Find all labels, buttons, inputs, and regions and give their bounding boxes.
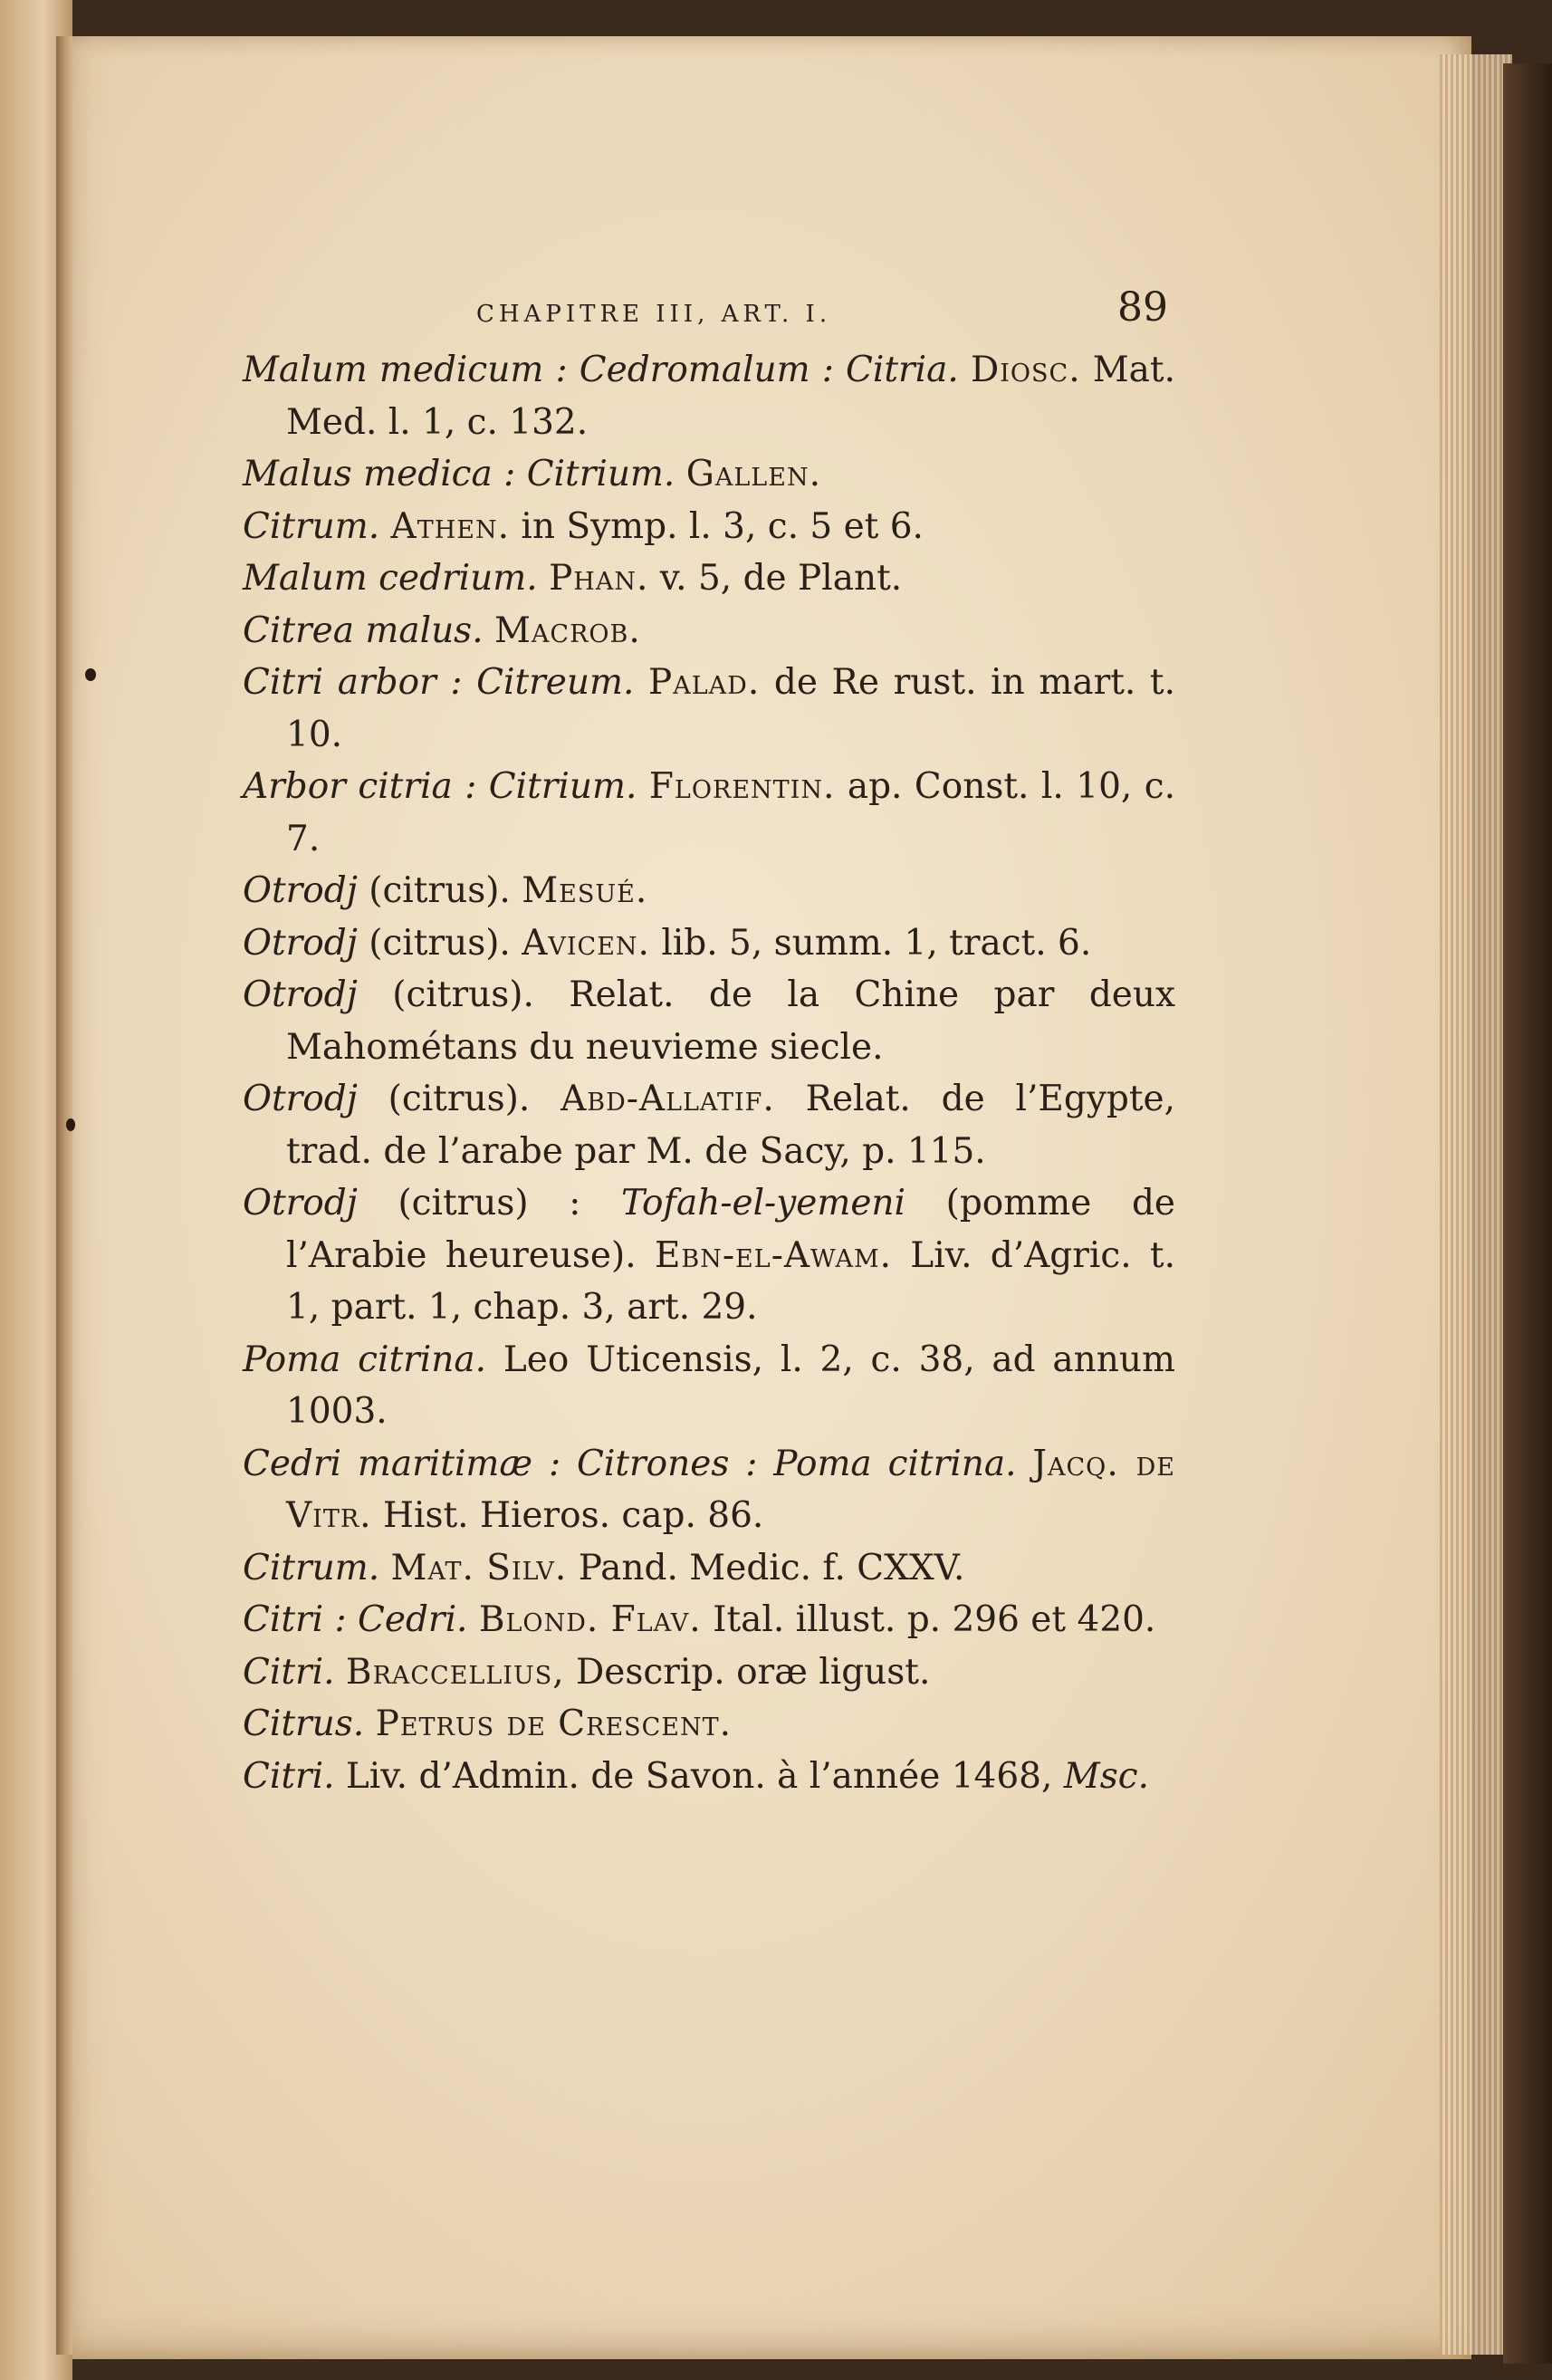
italic-term: Citri. [243, 1755, 335, 1797]
citation-text: Hist. Hieros. cap. 86. [371, 1495, 764, 1536]
citation-entry [243, 1542, 1175, 1595]
citation-text: Relat. de l’Egypte, trad. de l’arabe par M. de Sacy, p. 115. [286, 1079, 1175, 1172]
author-name: Macrob. [494, 609, 641, 651]
ink-blot [66, 1118, 75, 1131]
author-name: Abd-Allatif. [560, 1079, 775, 1119]
citation-text [959, 350, 971, 390]
citation-text: (pomme de l’Arabie heureuse). [286, 1183, 1175, 1276]
author-name: Mat. Silv. [390, 1547, 568, 1588]
citation-text: Mat. Med. l. 1, c. 132. [286, 350, 1175, 443]
citation-text: Liv. d’Admin. de Savon. à l’année 1468, [334, 1755, 1064, 1797]
author-name: Mesué. [522, 870, 648, 911]
italic-term: Otrodj [243, 922, 358, 964]
citation-text [379, 506, 390, 547]
citation-entry [243, 1646, 1175, 1699]
citation-text [335, 1652, 346, 1693]
citation-entry [243, 657, 1175, 761]
citation-text: ap. Const. l. 10, c. 7. [286, 766, 1175, 859]
author-name: Petrus de Crescent. [375, 1703, 733, 1744]
page-edges [1440, 54, 1512, 2355]
italic-term: Malus medica : Citrium. [243, 454, 675, 494]
italic-term: Otrodj [243, 870, 358, 911]
page-header [243, 284, 1175, 344]
citation-text [675, 454, 685, 494]
citation-entry [243, 1334, 1175, 1438]
italic-term: Otrodj [243, 1079, 358, 1119]
citation-text: v. 5, de Plant. [648, 558, 903, 599]
citation-entry [243, 1698, 1175, 1751]
citation-entry [243, 761, 1175, 865]
author-name: Palad. [648, 662, 761, 703]
author-name: Jacq. de Vitr. [286, 1443, 1175, 1536]
citation-text: (citrus). [357, 870, 522, 911]
author-name: Phan. [549, 558, 649, 599]
italic-term: Msc. [1063, 1755, 1149, 1797]
italic-term: Citrea malus. [243, 609, 484, 651]
citation-entry [243, 501, 1175, 553]
citation-text [364, 1703, 375, 1744]
italic-term: Otrodj [243, 974, 358, 1015]
citation-text [467, 1599, 478, 1640]
citation-entry [243, 344, 1175, 448]
italic-term: Tofah-el-yemeni [621, 1183, 905, 1224]
italic-term: Citrum. [243, 505, 380, 547]
italic-term: Malum cedrium. [243, 558, 538, 599]
italic-term: Arbor citria : Citrium. [243, 766, 637, 807]
author-name: Diosc. [970, 350, 1081, 390]
italic-term: Citri : Cedri. [243, 1599, 468, 1640]
citation-text: in Symp. l. 3, c. 5 et 6. [509, 505, 924, 547]
author-name: Athen. [390, 505, 510, 547]
citation-text: (citrus). [357, 922, 522, 964]
author-name: Florentin. [648, 766, 836, 807]
book-spine [1503, 63, 1552, 2364]
citation-entry [243, 1177, 1175, 1334]
author-name: Avicen. [522, 922, 650, 964]
author-name: Blond. Flav. [478, 1599, 702, 1640]
text-block [243, 284, 1176, 1802]
bibliography-list [243, 344, 1175, 1802]
citation-entry [243, 605, 1175, 657]
citation-text [1016, 1444, 1032, 1484]
author-name: Gallen. [685, 454, 821, 494]
citation-text: Pand. Medic. f. CXXV. [567, 1547, 965, 1588]
italic-term: Otrodj [243, 1183, 358, 1224]
citation-entry [243, 917, 1175, 970]
citation-text: Leo Uticensis, l. 2, c. 38, ad annum 1003. [286, 1339, 1176, 1432]
citation-text: Ital. illust. p. 296 et 420. [701, 1599, 1156, 1640]
citation-entry [243, 1073, 1175, 1177]
citation-text: Liv. d’Agric. t. 1, part. 1, chap. 3, art. 29. [286, 1234, 1175, 1328]
citation-entry [243, 865, 1175, 917]
citation-text: (citrus). Relat. de la Chine par deux Mahométans du neuvieme siecle. [286, 974, 1175, 1068]
citation-text: (citrus). [357, 1079, 561, 1119]
citation-entry [243, 1751, 1175, 1803]
citation-text [637, 766, 648, 807]
italic-term: Poma citrina. [243, 1339, 487, 1380]
citation-entry [243, 969, 1175, 1073]
page-number: 89 [1117, 284, 1168, 331]
citation-text: de Re rust. in mart. t. 10. [286, 662, 1175, 755]
citation-text [538, 558, 549, 599]
citation-text [484, 610, 494, 651]
citation-text: lib. 5, summ. 1, tract. 6. [649, 922, 1092, 964]
italic-term: Cedri maritimæ : Citrones : Poma citrina. [243, 1443, 1017, 1484]
italic-term: Citrum. [243, 1547, 380, 1588]
citation-text: (citrus) : [357, 1183, 622, 1224]
italic-term: Citrus. [243, 1703, 365, 1744]
ink-blot [85, 668, 96, 681]
running-head: CHAPITRE III, ART. I. [476, 301, 832, 328]
citation-entry [243, 1594, 1175, 1646]
citation-entry [243, 1438, 1175, 1542]
citation-text [379, 1548, 390, 1588]
italic-term: Citri. [243, 1651, 335, 1693]
author-name: Braccellius, [345, 1651, 565, 1693]
citation-entry [243, 552, 1175, 605]
citation-text [634, 662, 648, 703]
italic-term: Citri arbor : Citreum. [243, 662, 635, 703]
author-name: Ebn-el-Awam. [654, 1234, 892, 1276]
citation-text: Descrip. oræ ligust. [564, 1651, 931, 1693]
citation-entry [243, 448, 1175, 501]
italic-term: Malum medicum : Cedromalum : Citria. [243, 350, 959, 390]
